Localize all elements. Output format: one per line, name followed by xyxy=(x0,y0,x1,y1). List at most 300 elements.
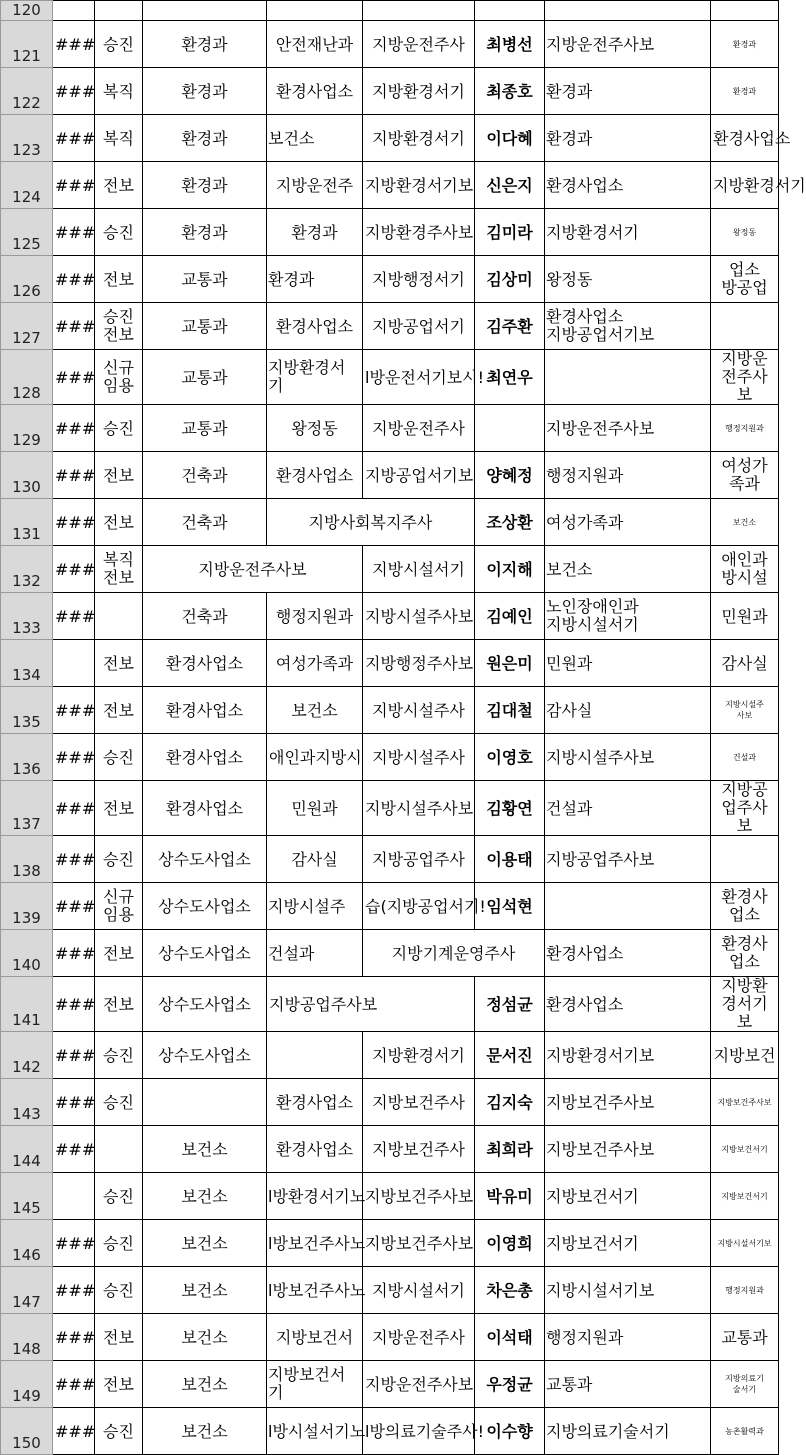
prefix-cell[interactable]: ### xyxy=(53,1314,95,1361)
from-cell[interactable]: 애인과지방시 xyxy=(267,734,363,781)
name-cell[interactable]: 최연우 xyxy=(475,350,545,405)
action-cell[interactable]: 전보 xyxy=(95,256,143,303)
action-cell[interactable]: 승진 xyxy=(95,209,143,256)
prefix-cell[interactable]: ### xyxy=(53,1220,95,1267)
name-cell[interactable]: 이수향 xyxy=(475,1408,545,1455)
name-cell[interactable]: 양혜정 xyxy=(475,452,545,499)
table-row xyxy=(1,977,779,1032)
prefix-cell[interactable]: ### xyxy=(53,1079,95,1126)
row-number[interactable]: 147 xyxy=(1,1267,53,1314)
department-cell[interactable]: 환경과 xyxy=(143,21,267,68)
department-cell[interactable]: 교통과 xyxy=(143,303,267,350)
to-cell[interactable]: 지방공업주사보 xyxy=(545,836,711,883)
from-cell[interactable]: 민원과 xyxy=(267,781,363,836)
department-cell[interactable]: 환경과 xyxy=(143,162,267,209)
name-cell[interactable]: 문서진 xyxy=(475,1032,545,1079)
row-number[interactable]: 135 xyxy=(1,687,53,734)
from-cell[interactable]: l방시설서기노 xyxy=(267,1408,363,1455)
to-cell[interactable]: 지방보건서기 xyxy=(545,1173,711,1220)
action-cell[interactable]: 전보 xyxy=(95,499,143,546)
row-number[interactable]: 127 xyxy=(1,303,53,350)
rank-cell[interactable]: 지방시설주사보 xyxy=(363,593,475,640)
prefix-cell[interactable]: ### xyxy=(53,405,95,452)
rank-cell[interactable]: 지방운전주사 xyxy=(363,405,475,452)
department-cell[interactable]: 보건소 xyxy=(143,1173,267,1220)
table-row xyxy=(1,1126,779,1173)
action-cell[interactable]: 복직 xyxy=(95,115,143,162)
prefix-cell[interactable]: ### xyxy=(53,593,95,640)
action-cell[interactable]: 승진 xyxy=(95,1220,143,1267)
prefix-cell[interactable]: ### xyxy=(53,734,95,781)
name-cell[interactable]: 김대철 xyxy=(475,687,545,734)
note-cell[interactable]: 여성가 족과 xyxy=(711,452,779,499)
table-row xyxy=(1,687,779,734)
row-number[interactable]: 148 xyxy=(1,1314,53,1361)
to-cell[interactable]: 환경과 xyxy=(545,68,711,115)
to-cell[interactable]: 노인장애인과 지방시설서기 xyxy=(545,593,711,640)
table-row xyxy=(1,1173,779,1220)
name-cell[interactable]: 조상환 xyxy=(475,499,545,546)
to-cell[interactable]: 지방시설주사보 xyxy=(545,734,711,781)
name-cell[interactable]: 이다혜 xyxy=(475,115,545,162)
rank-cell[interactable]: 지방기계운영주사 xyxy=(363,930,545,977)
rank-cell[interactable]: 지방보건주사 xyxy=(363,1126,475,1173)
row-number[interactable]: 131 xyxy=(1,499,53,546)
name-cell[interactable]: 김상미 xyxy=(475,256,545,303)
action-cell[interactable]: 전보 xyxy=(95,977,143,1032)
prefix-cell[interactable]: ### xyxy=(53,930,95,977)
from-cell[interactable] xyxy=(267,1,363,21)
table-row xyxy=(1,1079,779,1126)
department-cell[interactable]: 건축과 xyxy=(143,499,267,546)
to-cell[interactable]: 환경과 xyxy=(545,115,711,162)
prefix-cell[interactable]: ### xyxy=(53,21,95,68)
row-number[interactable]: 150 xyxy=(1,1408,53,1455)
note-cell[interactable]: 지방운 전주사 보 xyxy=(711,350,779,405)
note-cell[interactable]: 왕정동 xyxy=(711,209,779,256)
name-cell[interactable]: 신은지 xyxy=(475,162,545,209)
from-cell[interactable] xyxy=(267,1032,363,1079)
row-number[interactable]: 143 xyxy=(1,1079,53,1126)
department-cell[interactable]: 보건소 xyxy=(143,1314,267,1361)
note-cell[interactable]: 행정지원과 xyxy=(711,1267,779,1314)
prefix-cell[interactable]: ### xyxy=(53,350,95,405)
row-number[interactable]: 145 xyxy=(1,1173,53,1220)
prefix-cell[interactable]: ### xyxy=(53,781,95,836)
table-row xyxy=(1,256,779,303)
row-number[interactable]: 138 xyxy=(1,836,53,883)
row-number[interactable]: 136 xyxy=(1,734,53,781)
name-cell[interactable]: 김황연 xyxy=(475,781,545,836)
department-cell[interactable]: 환경과 xyxy=(143,68,267,115)
to-cell[interactable]: 보건소 xyxy=(545,546,711,593)
action-cell[interactable]: 전보 xyxy=(95,640,143,687)
from-cell[interactable]: 보건소 xyxy=(267,687,363,734)
from-cell[interactable]: 지방공업주사보 xyxy=(267,977,475,1032)
department-cell[interactable]: 보건소 xyxy=(143,1408,267,1455)
department-cell[interactable]: 보건소 xyxy=(143,1220,267,1267)
rank-cell[interactable]: 지방행정주사보 xyxy=(363,640,475,687)
row-number[interactable]: 125 xyxy=(1,209,53,256)
table-row xyxy=(1,640,779,687)
row-number[interactable]: 146 xyxy=(1,1220,53,1267)
to-cell[interactable]: 환경사업소 지방공업서기보 xyxy=(545,303,711,350)
note-cell[interactable] xyxy=(711,1,779,21)
name-cell[interactable]: 김주환 xyxy=(475,303,545,350)
prefix-cell[interactable] xyxy=(53,640,95,687)
note-cell[interactable]: 감사실 xyxy=(711,640,779,687)
name-cell[interactable]: 이영호 xyxy=(475,734,545,781)
rank-cell[interactable]: 지방보건주사보 xyxy=(363,1220,475,1267)
prefix-cell[interactable] xyxy=(53,1,95,21)
rank-cell[interactable]: 습(지방공업서기! xyxy=(363,883,475,930)
row-number[interactable]: 149 xyxy=(1,1361,53,1408)
to-cell[interactable]: 지방보건주사보 xyxy=(545,1126,711,1173)
to-cell[interactable]: 여성가족과 xyxy=(545,499,711,546)
prefix-cell[interactable]: ### xyxy=(53,546,95,593)
department-cell[interactable]: 건축과 xyxy=(143,593,267,640)
from-cell[interactable]: 지방보건서 xyxy=(267,1314,363,1361)
action-cell[interactable]: 승진 xyxy=(95,1173,143,1220)
note-cell[interactable]: 지방시설주 사보 xyxy=(711,687,779,734)
row-number[interactable]: 134 xyxy=(1,640,53,687)
rank-cell[interactable] xyxy=(363,1,475,21)
row-number[interactable]: 137 xyxy=(1,781,53,836)
rank-cell[interactable]: 지방운전주사 xyxy=(363,1314,475,1361)
row-number[interactable]: 121 xyxy=(1,21,53,68)
row-number[interactable]: 142 xyxy=(1,1032,53,1079)
note-cell[interactable] xyxy=(711,836,779,883)
rank-cell[interactable]: 지방보건주사 xyxy=(363,1079,475,1126)
action-cell[interactable]: 승진 xyxy=(95,21,143,68)
department-cell[interactable]: 교통과 xyxy=(143,405,267,452)
department-cell[interactable]: 환경사업소 xyxy=(143,734,267,781)
note-cell[interactable]: 행정지원과 xyxy=(711,405,779,452)
to-cell[interactable]: 감사실 xyxy=(545,687,711,734)
table-row xyxy=(1,734,779,781)
note-cell[interactable]: 환경사 업소 xyxy=(711,930,779,977)
table-row xyxy=(1,781,779,836)
row-number[interactable]: 139 xyxy=(1,883,53,930)
from-cell[interactable]: 안전재난과 xyxy=(267,21,363,68)
table-row xyxy=(1,1032,779,1079)
from-cell[interactable]: 행정지원과 xyxy=(267,593,363,640)
department-cell[interactable]: 지방운전주사보 xyxy=(143,546,363,593)
name-cell[interactable]: 최병선 xyxy=(475,21,545,68)
action-cell[interactable]: 복직 xyxy=(95,68,143,115)
department-cell[interactable]: 보건소 xyxy=(143,1126,267,1173)
prefix-cell[interactable]: ### xyxy=(53,977,95,1032)
row-number[interactable]: 141 xyxy=(1,977,53,1032)
row-number[interactable]: 122 xyxy=(1,68,53,115)
department-cell[interactable]: 교통과 xyxy=(143,256,267,303)
from-cell[interactable]: l방보건주사노 xyxy=(267,1267,363,1314)
table-row xyxy=(1,350,779,405)
note-cell[interactable]: 지방보건 xyxy=(711,1032,779,1079)
department-cell[interactable]: 건축과 xyxy=(143,452,267,499)
note-cell[interactable]: 업소 방공업 xyxy=(711,256,779,303)
name-cell[interactable]: 우정균 xyxy=(475,1361,545,1408)
to-cell[interactable]: 행정지원과 xyxy=(545,1314,711,1361)
action-cell[interactable]: 승진 xyxy=(95,734,143,781)
prefix-cell[interactable]: ### xyxy=(53,836,95,883)
prefix-cell[interactable]: ### xyxy=(53,883,95,930)
rank-cell[interactable]: 지방운전주사보 xyxy=(363,1361,475,1408)
to-cell[interactable]: 지방보건주사보 xyxy=(545,1079,711,1126)
table-row xyxy=(1,1361,779,1408)
rank-cell[interactable]: 지방환경서기 xyxy=(363,115,475,162)
to-cell[interactable]: 지방보건서기 xyxy=(545,1220,711,1267)
action-cell[interactable]: 전보 xyxy=(95,781,143,836)
rank-cell[interactable]: 지방환경서기보 xyxy=(363,162,475,209)
rank-cell[interactable]: 지방공업주사 xyxy=(363,836,475,883)
to-cell[interactable]: 건설과 xyxy=(545,781,711,836)
note-cell[interactable]: 지방공 업주사 보 xyxy=(711,781,779,836)
table-row xyxy=(1,836,779,883)
from-cell[interactable]: 지방시설주 xyxy=(267,883,363,930)
row-number[interactable]: 126 xyxy=(1,256,53,303)
rank-cell[interactable]: 지방환경주사보 xyxy=(363,209,475,256)
note-cell[interactable]: 환경사업소 xyxy=(711,115,779,162)
from-cell[interactable]: 지방환경서 기 xyxy=(267,350,363,405)
prefix-cell[interactable]: ### xyxy=(53,303,95,350)
rank-cell[interactable]: 지방환경서기 xyxy=(363,1032,475,1079)
prefix-cell[interactable]: ### xyxy=(53,1126,95,1173)
department-cell[interactable]: 상수도사업소 xyxy=(143,883,267,930)
row-number[interactable]: 128 xyxy=(1,350,53,405)
action-cell[interactable]: 신규 임용 xyxy=(95,883,143,930)
to-cell[interactable]: 민원과 xyxy=(545,640,711,687)
note-cell[interactable]: 농촌활력과 xyxy=(711,1408,779,1455)
department-cell[interactable]: 상수도사업소 xyxy=(143,930,267,977)
prefix-cell[interactable]: ### xyxy=(53,1267,95,1314)
note-cell[interactable]: 지방시설서기보 xyxy=(711,1220,779,1267)
note-cell[interactable]: 환경과 xyxy=(711,68,779,115)
rank-cell[interactable]: 지방환경서기 xyxy=(363,68,475,115)
from-cell[interactable]: 환경사업소 xyxy=(267,1126,363,1173)
from-cell[interactable]: 환경사업소 xyxy=(267,68,363,115)
note-cell[interactable]: 지방보건서기 xyxy=(711,1126,779,1173)
from-cell[interactable]: 환경사업소 xyxy=(267,1079,363,1126)
name-cell[interactable]: 원은미 xyxy=(475,640,545,687)
note-cell[interactable]: 건설과 xyxy=(711,734,779,781)
note-cell[interactable]: 지방보건서기 xyxy=(711,1173,779,1220)
from-cell[interactable]: 건설과 xyxy=(267,930,363,977)
action-cell[interactable]: 전보 xyxy=(95,162,143,209)
row-number[interactable]: 120 xyxy=(1,1,53,21)
department-cell[interactable]: 환경과 xyxy=(143,115,267,162)
name-cell[interactable]: 김지숙 xyxy=(475,1079,545,1126)
to-cell[interactable]: 환경사업소 xyxy=(545,930,711,977)
to-cell[interactable]: 환경사업소 xyxy=(545,162,711,209)
name-cell[interactable]: 김예인 xyxy=(475,593,545,640)
note-cell[interactable]: 지방환경서기 xyxy=(711,162,779,209)
prefix-cell[interactable]: ### xyxy=(53,452,95,499)
rank-cell[interactable]: 지방시설주사 xyxy=(363,687,475,734)
row-number[interactable]: 144 xyxy=(1,1126,53,1173)
rank-cell[interactable]: 지방행정서기 xyxy=(363,256,475,303)
rank-cell[interactable]: 지방시설서기 xyxy=(363,1267,475,1314)
department-cell[interactable]: 보건소 xyxy=(143,1361,267,1408)
to-cell[interactable]: 지방시설서기보 xyxy=(545,1267,711,1314)
row-number[interactable]: 123 xyxy=(1,115,53,162)
action-cell[interactable]: 전보 xyxy=(95,1314,143,1361)
action-cell[interactable]: 신규 임용 xyxy=(95,350,143,405)
to-cell[interactable] xyxy=(545,1,711,21)
name-cell[interactable]: 김미라 xyxy=(475,209,545,256)
note-cell[interactable]: 지방보건주사보 xyxy=(711,1079,779,1126)
action-cell[interactable] xyxy=(95,1126,143,1173)
to-cell[interactable]: 지방환경서기 xyxy=(545,209,711,256)
action-cell[interactable]: 승진 xyxy=(95,1267,143,1314)
row-number[interactable]: 130 xyxy=(1,452,53,499)
table-row xyxy=(1,546,779,593)
note-cell[interactable]: 환경과 xyxy=(711,21,779,68)
rank-cell[interactable]: l방운전서기보시! xyxy=(363,350,475,405)
prefix-cell[interactable]: ### xyxy=(53,115,95,162)
action-cell[interactable] xyxy=(95,1,143,21)
action-cell[interactable]: 승진 xyxy=(95,836,143,883)
department-cell[interactable]: 보건소 xyxy=(143,1267,267,1314)
from-cell[interactable]: 지방보건서 기 xyxy=(267,1361,363,1408)
action-cell[interactable]: 승진 xyxy=(95,1032,143,1079)
note-cell[interactable] xyxy=(711,303,779,350)
to-cell[interactable]: 교통과 xyxy=(545,1361,711,1408)
name-cell[interactable]: 이지해 xyxy=(475,546,545,593)
rank-cell[interactable]: 지방운전주사 xyxy=(363,21,475,68)
name-cell[interactable]: 이영희 xyxy=(475,1220,545,1267)
table-row xyxy=(1,883,779,930)
to-cell[interactable]: 환경사업소 xyxy=(545,977,711,1032)
to-cell[interactable]: 지방의료기술서기 xyxy=(545,1408,711,1455)
department-cell[interactable]: 환경과 xyxy=(143,209,267,256)
table-row xyxy=(1,21,779,68)
name-cell[interactable]: 임석현 xyxy=(475,883,545,930)
name-cell[interactable] xyxy=(475,1,545,21)
prefix-cell[interactable]: ### xyxy=(53,256,95,303)
name-cell[interactable] xyxy=(475,405,545,452)
to-cell[interactable]: 지방환경서기보 xyxy=(545,1032,711,1079)
row-number[interactable]: 140 xyxy=(1,930,53,977)
department-cell[interactable]: 상수도사업소 xyxy=(143,977,267,1032)
from-cell[interactable]: 지방사회복지주사 xyxy=(267,499,475,546)
table-row xyxy=(1,1267,779,1314)
department-cell[interactable]: 환경사업소 xyxy=(143,781,267,836)
prefix-cell[interactable]: ### xyxy=(53,499,95,546)
row-number[interactable]: 129 xyxy=(1,405,53,452)
from-cell[interactable]: 지방운전주 xyxy=(267,162,363,209)
table-row xyxy=(1,1,779,21)
department-cell[interactable]: 상수도사업소 xyxy=(143,836,267,883)
note-cell[interactable]: 애인과 방시설 xyxy=(711,546,779,593)
table-row xyxy=(1,930,779,977)
prefix-cell[interactable]: ### xyxy=(53,687,95,734)
table-row xyxy=(1,499,779,546)
prefix-cell[interactable]: ### xyxy=(53,1032,95,1079)
from-cell[interactable]: 환경과 xyxy=(267,256,363,303)
from-cell[interactable]: 여성가족과 xyxy=(267,640,363,687)
department-cell[interactable]: 교통과 xyxy=(143,350,267,405)
rank-cell[interactable]: 지방시설주사보 xyxy=(363,781,475,836)
name-cell[interactable]: 차은총 xyxy=(475,1267,545,1314)
action-cell[interactable]: 전보 xyxy=(95,1361,143,1408)
action-cell[interactable]: 승진 xyxy=(95,1079,143,1126)
note-cell[interactable]: 지방환 경서기 보 xyxy=(711,977,779,1032)
action-cell[interactable]: 승진 xyxy=(95,1408,143,1455)
department-cell[interactable] xyxy=(143,1,267,21)
name-cell[interactable]: 최희라 xyxy=(475,1126,545,1173)
name-cell[interactable]: 박유미 xyxy=(475,1173,545,1220)
prefix-cell[interactable] xyxy=(53,1173,95,1220)
row-number[interactable]: 133 xyxy=(1,593,53,640)
name-cell[interactable]: 이용태 xyxy=(475,836,545,883)
action-cell[interactable]: 전보 xyxy=(95,452,143,499)
rank-cell[interactable]: 지방공업서기보 xyxy=(363,452,475,499)
action-cell[interactable]: 승진 전보 xyxy=(95,303,143,350)
name-cell[interactable]: 최종호 xyxy=(475,68,545,115)
note-cell[interactable]: 보건소 xyxy=(711,499,779,546)
prefix-cell[interactable]: ### xyxy=(53,209,95,256)
note-cell[interactable]: 환경사 업소 xyxy=(711,883,779,930)
action-cell[interactable] xyxy=(95,593,143,640)
note-cell[interactable]: 지방의료기 술서기 xyxy=(711,1361,779,1408)
to-cell[interactable]: 왕정동 xyxy=(545,256,711,303)
from-cell[interactable]: 왕정동 xyxy=(267,405,363,452)
rank-cell[interactable]: l방의료기술주사! xyxy=(363,1408,475,1455)
to-cell[interactable] xyxy=(545,350,711,405)
name-cell[interactable]: 정섬균 xyxy=(475,977,545,1032)
prefix-cell[interactable]: ### xyxy=(53,1408,95,1455)
note-cell[interactable]: 민원과 xyxy=(711,593,779,640)
note-cell[interactable]: 교통과 xyxy=(711,1314,779,1361)
department-cell[interactable]: 환경사업소 xyxy=(143,687,267,734)
to-cell[interactable]: 행정지원과 xyxy=(545,452,711,499)
rank-cell[interactable]: 지방공업서기 xyxy=(363,303,475,350)
from-cell[interactable]: 감사실 xyxy=(267,836,363,883)
department-cell[interactable] xyxy=(143,1079,267,1126)
table-row xyxy=(1,162,779,209)
table-row xyxy=(1,1220,779,1267)
from-cell[interactable]: l방보건주사노 xyxy=(267,1220,363,1267)
action-cell[interactable]: 복직 전보 xyxy=(95,546,143,593)
prefix-cell[interactable]: ### xyxy=(53,68,95,115)
action-cell[interactable]: 전보 xyxy=(95,687,143,734)
prefix-cell[interactable]: ### xyxy=(53,1361,95,1408)
department-cell[interactable]: 환경사업소 xyxy=(143,640,267,687)
rank-cell[interactable]: 지방보건주사보 xyxy=(363,1173,475,1220)
action-cell[interactable]: 전보 xyxy=(95,930,143,977)
row-number[interactable]: 124 xyxy=(1,162,53,209)
from-cell[interactable]: 보건소 xyxy=(267,115,363,162)
rank-cell[interactable]: 지방시설서기 xyxy=(363,546,475,593)
table-row xyxy=(1,1314,779,1361)
from-cell[interactable]: 환경과 xyxy=(267,209,363,256)
action-cell[interactable]: 승진 xyxy=(95,405,143,452)
prefix-cell[interactable]: ### xyxy=(53,162,95,209)
to-cell[interactable] xyxy=(545,883,711,930)
to-cell[interactable]: 지방운전주사보 xyxy=(545,21,711,68)
to-cell[interactable]: 지방운전주사보 xyxy=(545,405,711,452)
from-cell[interactable]: l방환경서기노 xyxy=(267,1173,363,1220)
rank-cell[interactable]: 지방시설주사 xyxy=(363,734,475,781)
from-cell[interactable]: 환경사업소 xyxy=(267,452,363,499)
department-cell[interactable]: 상수도사업소 xyxy=(143,1032,267,1079)
table-row xyxy=(1,209,779,256)
name-cell[interactable]: 이석태 xyxy=(475,1314,545,1361)
row-number[interactable]: 132 xyxy=(1,546,53,593)
table-row xyxy=(1,1408,779,1455)
from-cell[interactable]: 환경사업소 xyxy=(267,303,363,350)
